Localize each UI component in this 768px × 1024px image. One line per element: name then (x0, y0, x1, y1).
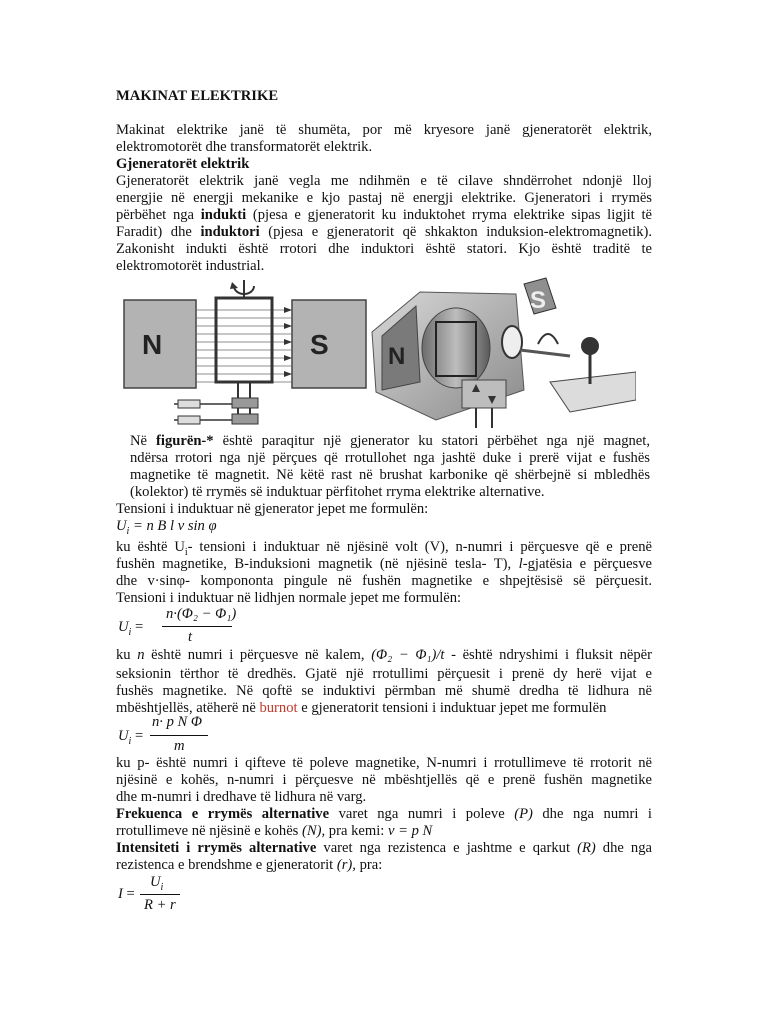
text-span: pra kemi: (328, 823, 385, 839)
left-diagram (124, 280, 366, 424)
equals-sign: = (126, 886, 135, 902)
equals-sign: = (134, 619, 144, 635)
right-diagram (372, 278, 636, 428)
figure-caption-line-1 (130, 433, 650, 450)
para2-line-4: Tensioni i induktuar në lidhjen normale jepet me formulën: (116, 590, 462, 606)
text-span: varet nga rezistenca e jashtme e qarkut (323, 840, 570, 856)
generator-illustration (120, 272, 636, 432)
text-span: mbështjellës, atëherë në (116, 700, 256, 716)
para3-line-2: seksionin tërthor të dredhës. Gjatë një rrotullimi përçuesit i prenë dy herë vijat e (116, 666, 652, 682)
formula-induced-voltage (116, 518, 217, 537)
fraction-denominator: t (188, 629, 193, 645)
field-lines (196, 310, 292, 382)
subscript: i (184, 546, 188, 558)
formula-symbol: U (116, 518, 127, 534)
magnet-s-block (292, 300, 366, 388)
base-plate (550, 372, 636, 412)
para3-line-3: fushës magnetike. Në qoftë se induktivi përmban më shumë dredha të lidhura në (116, 683, 652, 699)
slip-ring (502, 326, 522, 358)
formula-subscript: i (160, 881, 164, 893)
generator-figure (120, 272, 636, 432)
text-span: varet nga numri i poleve (338, 806, 505, 822)
fraction-bar (150, 735, 208, 736)
field-arrows (284, 307, 292, 377)
text-span: - është ndryshimi i fluksit nëpër (451, 647, 652, 663)
section1-line-1: Gjeneratorët elektrik janë vegla me ndihmën e të cilave shndërrohet ndonjë lloj (116, 173, 652, 189)
frequency-heading: Frekuenca e rrymës alternative (116, 806, 330, 822)
fraction-denominator: R + r (144, 897, 176, 913)
frequency-formula: ν = p N (387, 823, 433, 839)
para4-line-2: njësinë e kohës, n-numri i përçuesve në mbështjellës që e prenë fushën magnetike (116, 772, 652, 788)
intensity-line-1 (116, 840, 652, 857)
fraction-numerator: n· p N Φ (152, 714, 203, 730)
text-span: fushën magnetike, B-induksioni magnetik (në njësinë tesla- T), (116, 556, 512, 572)
text-span: Në (130, 433, 148, 449)
text-span: është paraqitur një gjenerator ku statori përbëhet nga një magnet, (222, 433, 650, 449)
para4-line-3: dhe m-numri i dredhave të lidhura në varg. (116, 789, 367, 805)
crank-knob (581, 337, 599, 355)
para3-line-1 (116, 647, 652, 664)
symbol-n: n (137, 647, 145, 663)
text-span: Faradit) dhe (116, 224, 192, 240)
text-span: rrotullimeve në njësinë e kohës (116, 823, 299, 839)
section1-line-5: Zakonisht indukti është rrotori dhe induktori është statori. Kjo është traditë te (116, 241, 652, 257)
text-span: ku (116, 647, 131, 663)
text-span: dhe nga numri i (542, 806, 652, 822)
intro-line-1: Makinat elektrike janë të shumëta, por më kryesore janë gjeneratorët elektrik, (116, 122, 652, 138)
figure-caption-line-4: (kolektor) të rrymës së induktuar përfitohet rryma elektrike alternative. (130, 484, 545, 500)
formula-subscript: i (128, 735, 132, 747)
section1-line-3 (116, 207, 652, 224)
frequency-line-2 (116, 823, 652, 840)
text-span: ku është U (116, 539, 185, 555)
text-span: është numri i përçuesve në kalem, (151, 647, 365, 663)
fraction-bar (140, 894, 180, 895)
slip-ring-top (232, 398, 258, 408)
text-span: pra: (359, 857, 383, 873)
pole-s-label: S (530, 287, 547, 314)
formula-symbol: U (118, 619, 129, 635)
formula-subscript: i (126, 525, 130, 537)
text-span: -gjatësia e përçuesve (522, 556, 652, 572)
text-span: e gjeneratorit tensioni i induktuar jepet me formulën (301, 700, 607, 716)
formula1-intro: Tensioni i induktuar në gjenerator jepet me formulën: (116, 501, 429, 517)
figure-caption-line-3: magnetike të magnetit. Në këtë rast në brushat karbonike që shërbejnë si mbledhës (130, 467, 650, 483)
symbol-l: l (518, 556, 523, 572)
equals-sign: = (134, 728, 144, 744)
figure-reference: figurën-* (156, 433, 214, 449)
formula-subscript: i (128, 626, 132, 638)
rotation-arrow-icon-2 (538, 334, 558, 344)
figure-caption-line-2: ndërsa rrotori nga një përçues që rrotullohet nga jashtë duke i prerë vijat e fushës (130, 450, 650, 466)
section-heading-generators: Gjeneratorët elektrik (116, 156, 250, 172)
magnet-n-label: N (142, 329, 163, 360)
text-span: përbëhet nga (116, 207, 195, 223)
fraction-numerator: U (150, 874, 161, 890)
text-span: dhe nga (602, 840, 653, 856)
intro-line-2: elektromotorët dhe transformatorët elektrik. (116, 139, 373, 155)
brush-top (178, 400, 200, 408)
inline-formula: (Φ₂ − Φ₁)/t (371, 647, 445, 663)
fraction-bar (162, 626, 232, 627)
text-span: (pjesa e gjeneratorit që shkakton induksion-elektromagnetik). (268, 224, 653, 240)
symbol-r: (R) (577, 840, 596, 856)
slip-ring-bottom (232, 414, 258, 424)
magnet-s-label: S (310, 329, 329, 360)
text-span: - tensioni i induktuar në njësinë volt (V), n-numri i përçuesve që e prenë (187, 539, 652, 555)
fraction-denominator: m (174, 738, 185, 754)
pole-n-label: N (388, 343, 406, 370)
term-indukti: indukti (200, 207, 247, 223)
section1-line-2: energjie në energji mekanike e kjo pastaj në energji elektrike. Gjeneratori i rrymës (116, 190, 652, 206)
para2-line-3: dhe v·sinφ- kompononta pingule në fushën magnetike e shpejtësisë së përçuesit. (116, 573, 652, 589)
fraction-numerator: n·(Φ₂ − Φ₁) (166, 606, 237, 622)
para4-line-1: ku p- është numri i qifteve të poleve magnetike, N-numri i rrotullimeve të rrotorit në (116, 755, 652, 771)
section1-line-4 (116, 224, 652, 241)
formula-symbol: I (118, 886, 123, 902)
frequency-line-1 (116, 806, 652, 823)
term-induktori: induktori (200, 224, 260, 240)
rotating-coil (216, 298, 272, 382)
intensity-line-2 (116, 857, 652, 874)
brush-assembly (462, 380, 506, 408)
symbol-p: (P) (514, 806, 533, 822)
formula-symbol: U (118, 728, 129, 744)
para2-line-2 (116, 556, 652, 573)
symbol-n: (N), (302, 823, 326, 839)
highlighted-word: burnot (259, 700, 298, 716)
text-span: rezistenca e brendshme e gjeneratorit (116, 857, 334, 873)
intensity-heading: Intensiteti i rrymës alternative (116, 840, 317, 856)
brush-bottom (178, 416, 200, 424)
page-title: MAKINAT ELEKTRIKE (116, 88, 279, 104)
section1-line-6: elektromotorët industrial. (116, 258, 265, 274)
symbol-r-small: (r), (336, 857, 356, 873)
text-span: (pjesa e gjeneratorit ku induktohet rryma elektrike sipas ligjit të (252, 207, 652, 223)
formula-rhs: = n B l v sin φ (132, 518, 217, 534)
